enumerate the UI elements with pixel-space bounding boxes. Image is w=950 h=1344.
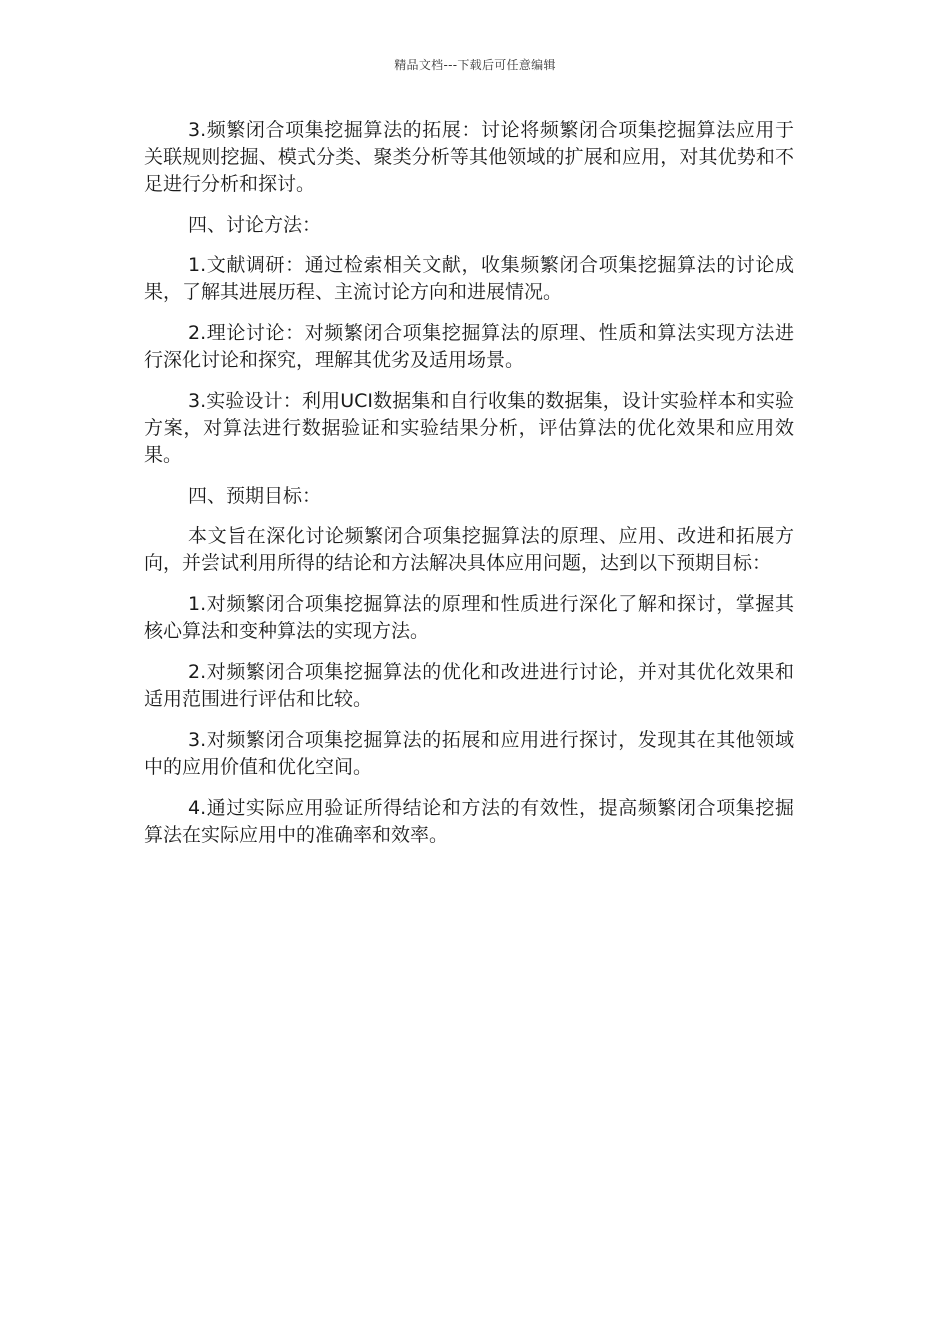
page-header: 精品文档---下载后可任意编辑 xyxy=(394,58,556,72)
paragraph-method-experiment: 3.实验设计：利用UCI数据集和自行收集的数据集，设计实验样本和实验方案，对算法进行数据验证和实验结果分析，评估算法的优化效果和应用效果。 xyxy=(144,390,794,466)
paragraph-method-literature: 1.文献调研：通过检索相关文献，收集频繁闭合项集挖掘算法的讨论成果，了解其进展历程、主流讨论方向和进展情况。 xyxy=(144,254,794,303)
paragraph-goals-intro: 本文旨在深化讨论频繁闭合项集挖掘算法的原理、应用、改进和拓展方向，并尝试利用所得的结论和方法解决具体应用问题，达到以下预期目标： xyxy=(144,525,794,574)
paragraph-extension: 3.频繁闭合项集挖掘算法的拓展：讨论将频繁闭合项集挖掘算法应用于关联规则挖掘、模式分类、聚类分析等其他领域的扩展和应用，对其优势和不足进行分析和探讨。 xyxy=(144,119,794,195)
section-heading-methods: 四、讨论方法： xyxy=(188,214,322,236)
paragraph-goal-1: 1.对频繁闭合项集挖掘算法的原理和性质进行深化了解和探讨，掌握其核心算法和变种算法的实现方法。 xyxy=(144,593,794,642)
paragraph-goal-3: 3.对频繁闭合项集挖掘算法的拓展和应用进行探讨，发现其在其他领域中的应用价值和优化空间。 xyxy=(144,729,794,778)
paragraph-goal-2: 2.对频繁闭合项集挖掘算法的优化和改进进行讨论，并对其优化效果和适用范围进行评估和比较。 xyxy=(144,661,794,710)
paragraph-method-theory: 2.理论讨论：对频繁闭合项集挖掘算法的原理、性质和算法实现方法进行深化讨论和探究，理解其优劣及适用场景。 xyxy=(144,322,794,371)
section-heading-goals: 四、预期目标： xyxy=(188,485,322,507)
document-body xyxy=(144,117,794,863)
paragraph-goal-4: 4.通过实际应用验证所得结论和方法的有效性，提高频繁闭合项集挖掘算法在实际应用中的准确率和效率。 xyxy=(144,797,794,846)
